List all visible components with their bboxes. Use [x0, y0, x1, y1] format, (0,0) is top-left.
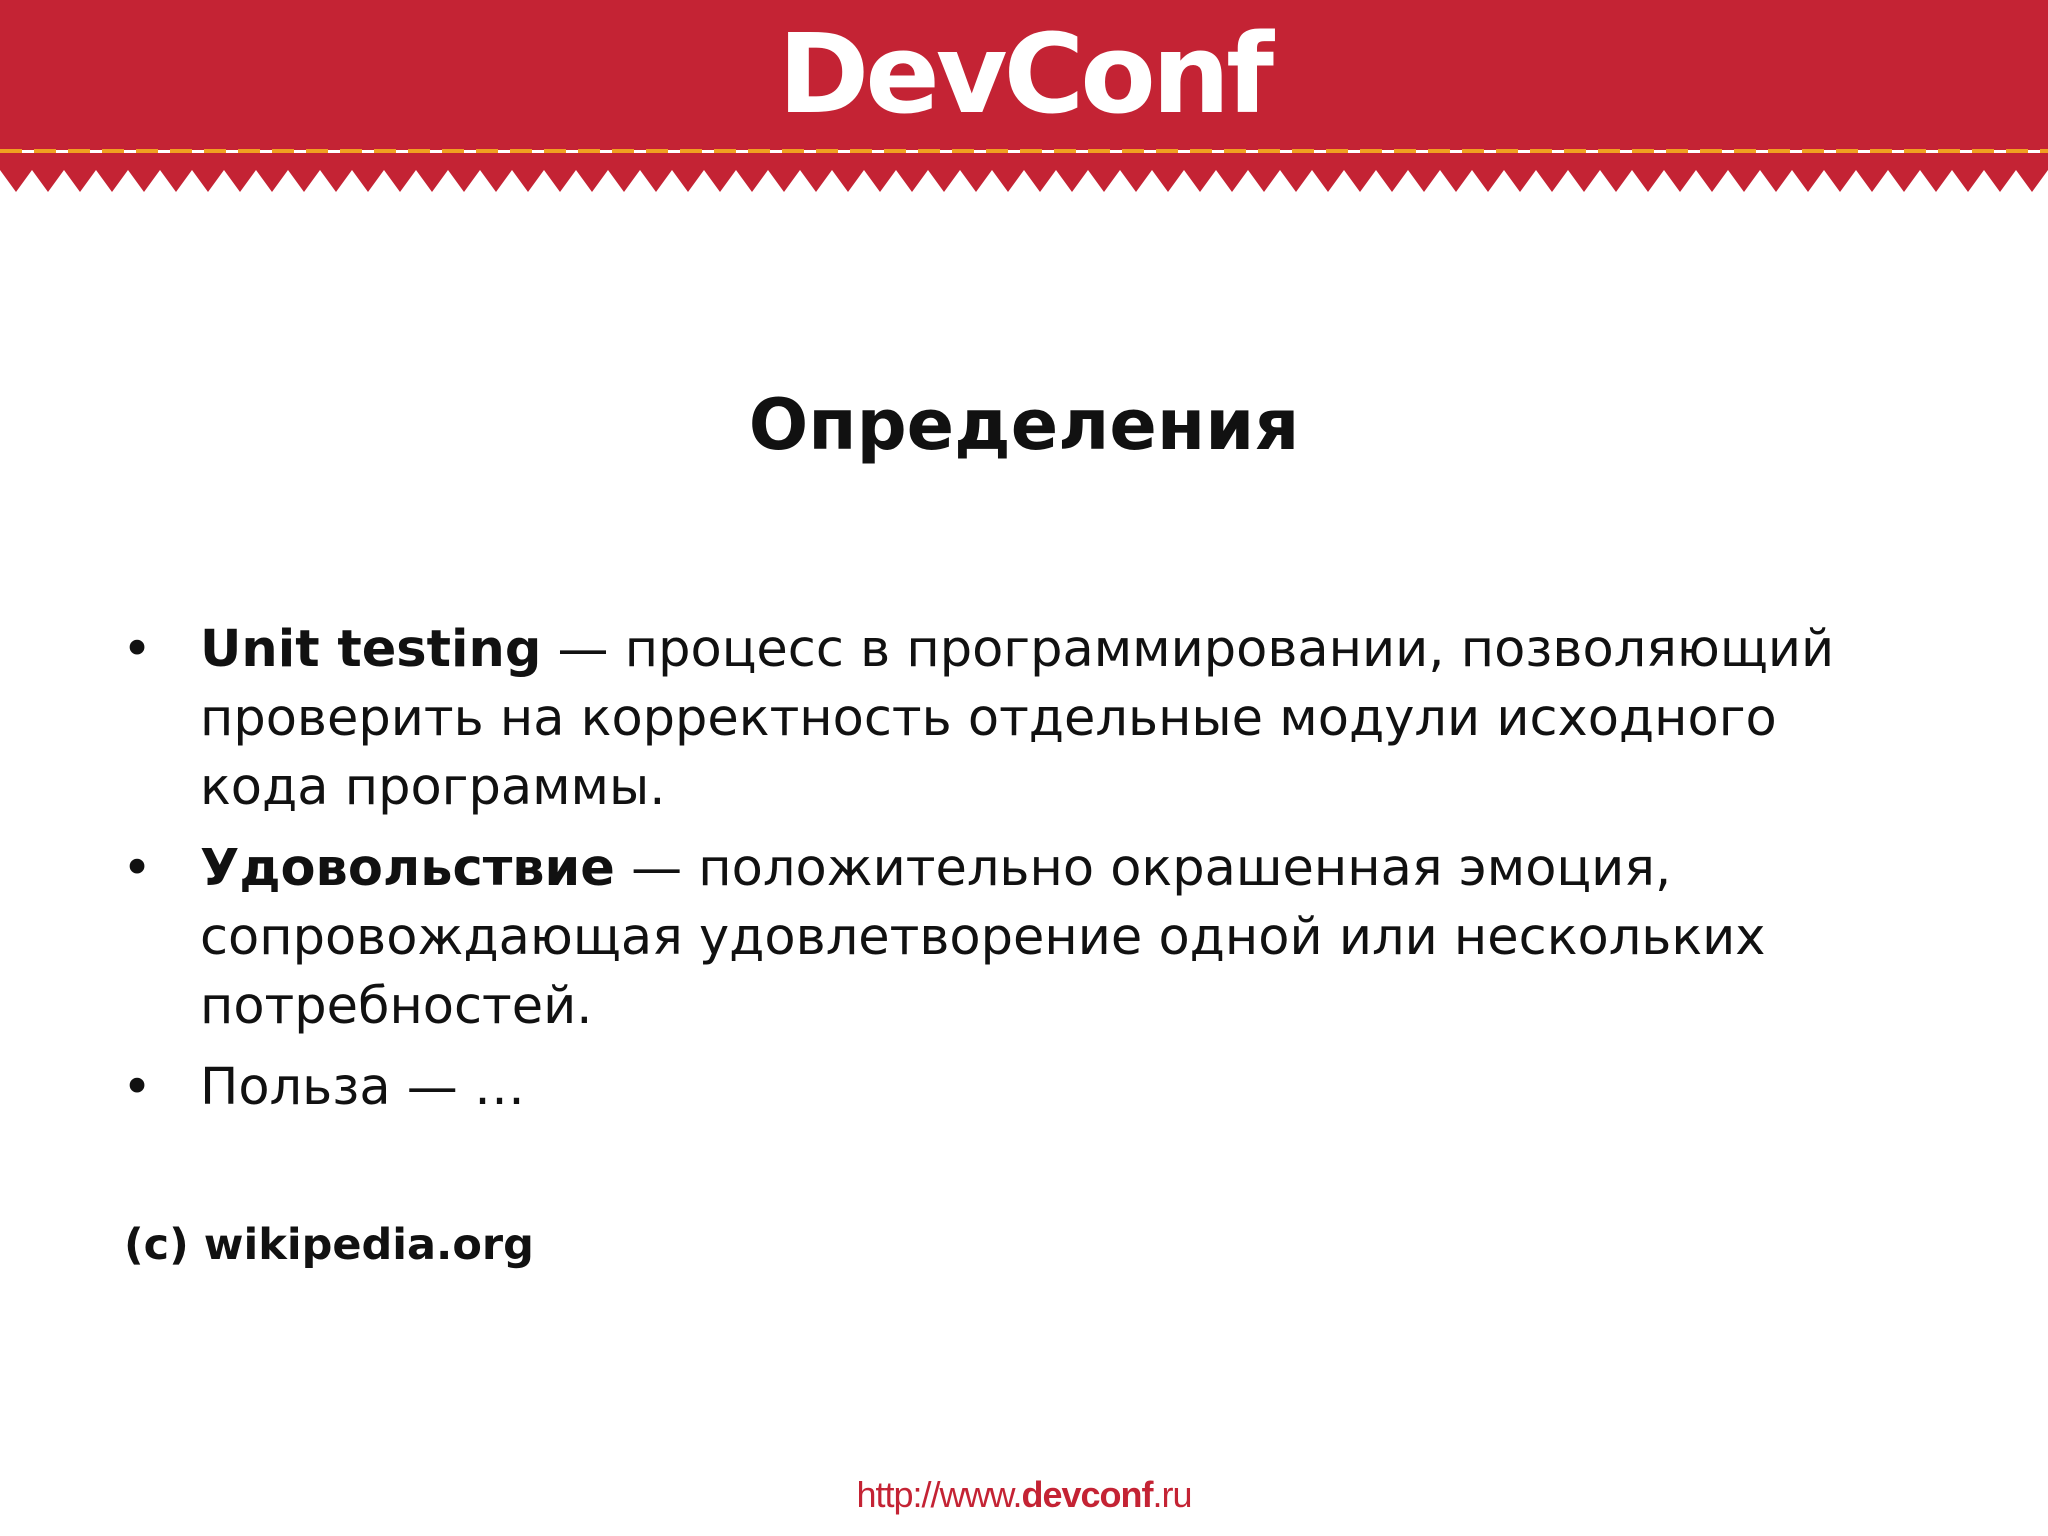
list-item	[122, 834, 1900, 1041]
list-item	[122, 1053, 1900, 1122]
list-item	[122, 615, 1900, 822]
separator: —	[614, 839, 699, 898]
slide-title: Определения	[748, 384, 1300, 466]
term: Удовольствие	[200, 839, 615, 898]
bullet-icon: •	[122, 839, 153, 898]
header-zigzag-border	[0, 170, 2048, 200]
definition-text: Польза — …	[200, 1058, 526, 1117]
devconf-logo: DevConf	[777, 10, 1271, 138]
bullet-icon: •	[122, 1058, 153, 1117]
definition-text: роцесс в программировании, позволяющий проверить на корректность отдельные модули исходного кода программы.	[200, 620, 1835, 817]
footer-url	[0, 1470, 2048, 1520]
source-citation: (c) wikipedia.org	[124, 1220, 534, 1270]
url-suffix: .ru	[1152, 1474, 1192, 1515]
url-domain: devconf	[1021, 1474, 1153, 1515]
bullet-icon: •	[122, 620, 153, 679]
slide-header	[0, 0, 2048, 150]
header-bottom-strip	[0, 153, 2048, 170]
definition-list	[122, 615, 1900, 1134]
separator: — п	[541, 620, 659, 679]
url-prefix: http://www.	[856, 1474, 1022, 1515]
term: Unit testing	[200, 620, 542, 679]
definition-text: положительно окрашенная эмоция, сопровождающая удовлетворение одной или нескольких потребностей.	[200, 839, 1766, 1036]
